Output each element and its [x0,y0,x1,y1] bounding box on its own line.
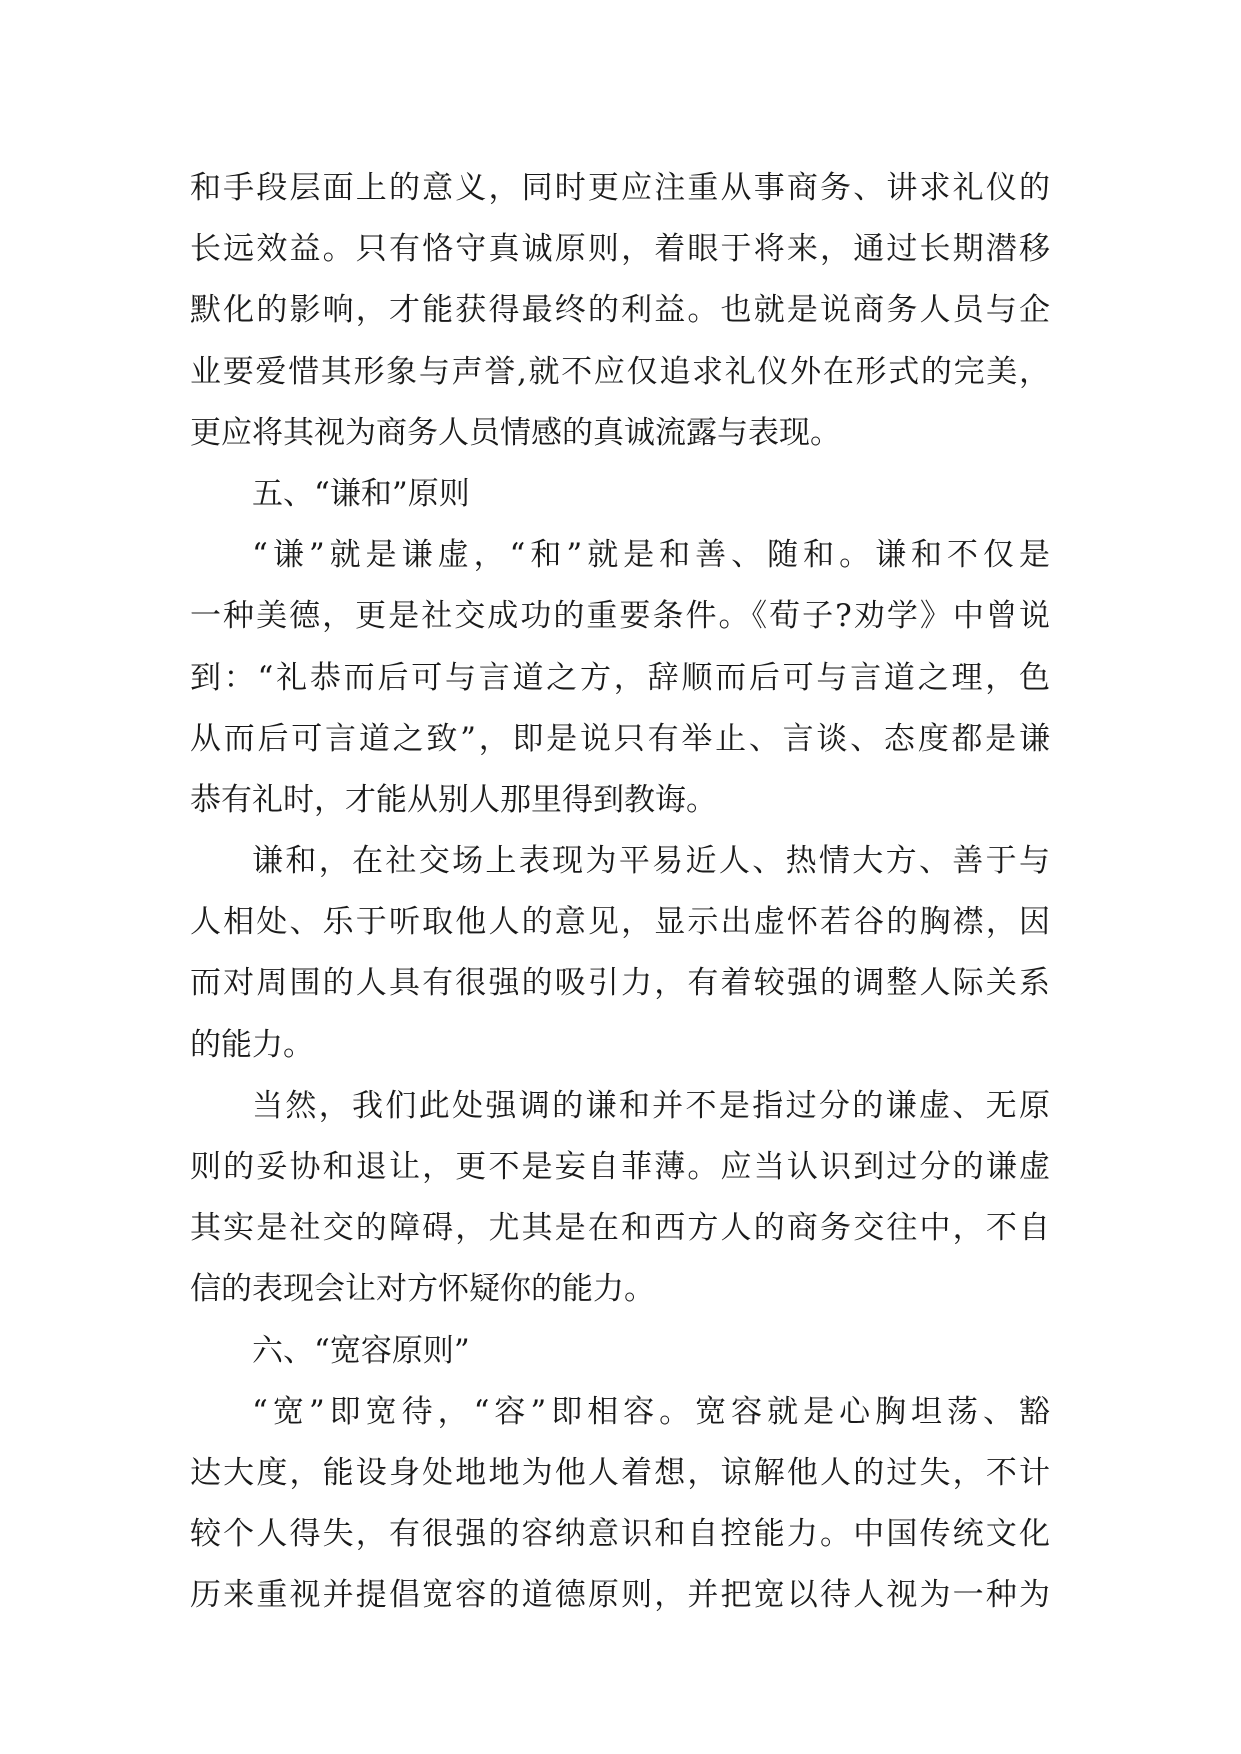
text-line: 的能力。 [190,1026,314,1063]
text-line: 一种美德，更是社交成功的重要条件。《荀子?劝学》中曾说 [190,598,1050,635]
text-line: 默化的影响，才能获得最终的利益。也就是说商务人员与企 [190,292,1050,329]
section-heading-modesty: 五、“谦和”原则 [252,475,470,512]
text-line: 和手段层面上的意义，同时更应注重从事商务、讲求礼仪的 [190,170,1050,206]
text-line: 而对周围的人具有很强的吸引力，有着较强的调整人际关系 [190,965,1050,1002]
text-line: 更应将其视为商务人员情感的真诚流露与表现。 [190,414,841,451]
text-line: 恭有礼时，才能从别人那里得到教诲。 [190,781,717,818]
text-line: 较个人得失，有很强的容纳意识和自控能力。中国传统文化 [190,1516,1050,1553]
section-heading-tolerance: 六、“宽容原则” [252,1332,470,1369]
text-line: 其实是社交的障碍，尤其是在和西方人的商务交往中，不自 [190,1210,1050,1247]
text-line: 达大度，能设身处地地为他人着想，谅解他人的过失，不计 [190,1454,1050,1491]
text-line: 人相处、乐于听取他人的意见，显示出虚怀若谷的胸襟，因 [190,904,1050,941]
text-line: 长远效益。只有恪守真诚原则，着眼于将来，通过长期潜移 [190,231,1050,268]
body-text [190,158,1050,1627]
text-line: “谦”就是谦虚，“和”就是和善、随和。谦和不仅是 [252,537,1050,574]
text-line: 则的妥协和退让，更不是妄自菲薄。应当认识到过分的谦虚 [190,1149,1050,1185]
text-line: 到：“礼恭而后可与言道之方，辞顺而后可与言道之理，色 [190,659,1050,696]
text-line: 谦和，在社交场上表现为平易近人、热情大方、善于与 [252,843,1050,880]
text-line: 历来重视并提倡宽容的道德原则，并把宽以待人视为一种为 [190,1577,1050,1614]
text-line: 信的表现会让对方怀疑你的能力。 [190,1271,655,1308]
text-line: 从而后可言道之致”，即是说只有举止、言谈、态度都是谦 [190,720,1050,757]
text-line: 当然，我们此处强调的谦和并不是指过分的谦虚、无原 [252,1087,1050,1124]
text-line: 业要爱惜其形象与声誉,就不应仅追求礼仪外在形式的完美， [190,353,1050,390]
text-line: “宽”即宽待，“容”即相容。宽容就是心胸坦荡、豁 [252,1393,1050,1430]
